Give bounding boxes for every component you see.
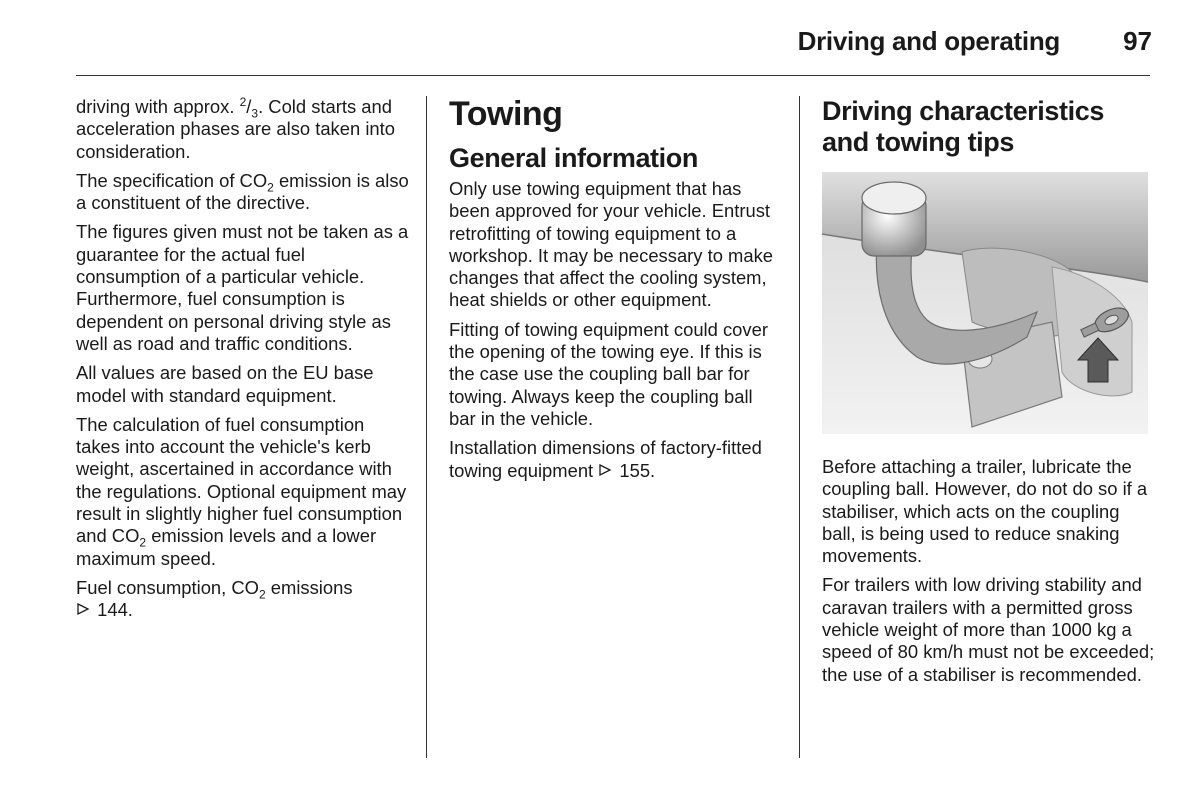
column-1 <box>76 96 410 629</box>
text-run: The specification of CO <box>76 169 268 191</box>
text-run: driving with approx. <box>76 96 240 117</box>
paragraph <box>76 414 410 570</box>
page-ref-link[interactable]: 144. <box>92 599 133 621</box>
tow-bar-illustration <box>822 172 1148 434</box>
page-ref-icon[interactable] <box>598 460 614 482</box>
fraction-numerator: 2 <box>239 94 247 109</box>
paragraph: The figures given must not be taken as a guarantee for the actual fuel consumption of a particular vehicle. Furthermore, fuel consumption is dependent on personal driving style as well as road and traffic conditions. <box>76 221 409 354</box>
column-divider-2 <box>799 96 800 758</box>
page-number: 97 <box>1123 26 1152 56</box>
fraction-denominator: 3 <box>251 106 259 121</box>
text-run: . Cold starts and acceleration phases are also taken into consideration. <box>76 96 395 162</box>
text-run: Fuel consumption, CO <box>76 576 259 598</box>
subscript: 2 <box>139 536 147 551</box>
column-3 <box>822 96 1156 693</box>
section-title: Towing <box>449 95 563 133</box>
column-2 <box>449 96 783 489</box>
header-divider <box>76 75 1150 76</box>
paragraph: All values are based on the EU base model with standard equipment. <box>76 362 374 406</box>
paragraph <box>76 577 410 622</box>
paragraph <box>449 437 783 482</box>
paragraph <box>76 170 410 215</box>
text-run: The calculation of fuel consumption takes into account the vehicle's kerb weight, ascertained in accordance with the regulations. Optional equipment may result in slightly higher fuel consumption and CO <box>76 413 407 547</box>
paragraph: Only use towing equipment that has been approved for your vehicle. Entrust retrofitting of towing equipment to a workshop. It may be necessary to make changes that affect the cooling system, heat shields or other equipment. <box>449 178 774 311</box>
paragraph: Before attaching a trailer, lubricate the coupling ball. However, do not do so if a stabiliser, which acts on the coupling ball, is being used to reduce snaking movements. <box>822 456 1148 567</box>
paragraph <box>76 96 410 163</box>
subscript: 2 <box>267 180 274 195</box>
text-run: emissions <box>265 576 353 598</box>
paragraph: Fitting of towing equipment could cover the opening of the towing eye. If this is the case use the coupling ball bar for towing. Always keep the coupling ball bar in the vehicle. <box>449 318 768 429</box>
paragraph: For trailers with low driving stability and caravan trailers with a permitted gross vehicle weight of more than 1000 kg a speed of 80 km/h must not be exceeded; the use of a stabiliser is recommended. <box>822 574 1155 685</box>
subscript: 2 <box>258 587 266 602</box>
text-run: emission is also a constituent of the directive. <box>76 169 409 214</box>
page-ref-icon[interactable] <box>76 599 92 621</box>
column-divider-1 <box>426 96 427 758</box>
fraction-separator: / <box>246 96 252 117</box>
page-ref-link[interactable]: 155. <box>614 459 656 481</box>
text-run: Installation dimensions of factory-fitted towing equipment <box>449 437 762 481</box>
section-title: Driving characteristics and towing tips <box>822 96 1104 157</box>
subsection-title: General information <box>449 143 698 173</box>
text-run: emission levels and a lower maximum speed. <box>76 525 377 569</box>
header-title: Driving and operating <box>797 26 1060 56</box>
